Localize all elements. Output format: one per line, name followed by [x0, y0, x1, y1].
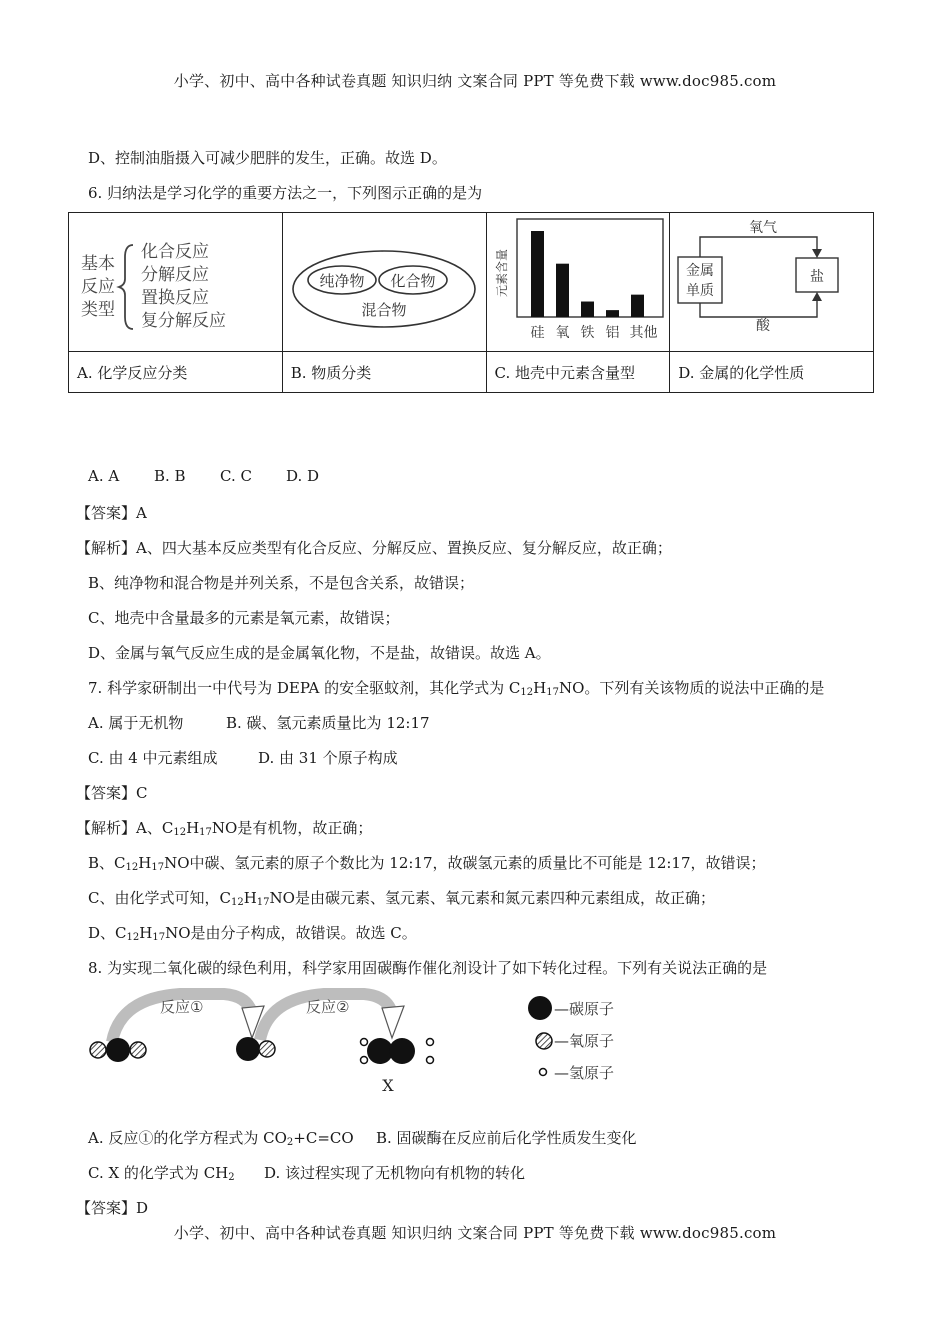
q8-options-ab	[88, 1127, 637, 1148]
panel-c-crust-elements	[486, 213, 670, 352]
q7-options-ab	[88, 712, 430, 733]
q6-figure-table	[68, 212, 874, 393]
q7-answer: 【答案】C	[76, 784, 148, 802]
legend-carbon: —碳原子	[554, 1000, 615, 1018]
tick-label-2: 氧	[555, 325, 569, 341]
panel-a-item-2: 分解反应	[141, 265, 209, 285]
q6-option-a: A. A	[88, 467, 120, 485]
panel-d-bottom: 酸	[756, 318, 771, 334]
q6-analysis-2: B、纯净物和混合物是并列关系，不是包含关系，故错误；	[88, 574, 475, 592]
x-label: X	[382, 1076, 394, 1095]
caption-c: C. 地壳中元素含量型	[486, 352, 670, 393]
panel-a-reaction-types	[69, 213, 283, 352]
legend-oxygen: —氧原子	[554, 1032, 615, 1050]
reaction-1-label: 反应①	[160, 998, 204, 1016]
q7-option-b: B. 碳、氢元素质量比为 12:17	[226, 714, 430, 732]
panel-a-item-1: 化合反应	[141, 242, 209, 262]
top-connector	[700, 237, 817, 257]
arrow-up-icon	[812, 292, 822, 301]
q6-analysis-1: 【解析】A、四大基本反应类型有化合反应、分解反应、置换反应、复分解反应，故正确；	[76, 539, 672, 557]
page-header: 小学、初中、高中各种试卷真题 知识归纳 文案合同 PPT 等免费下载 www.doc985.com	[173, 72, 777, 90]
panel-b-outer: 混合物	[361, 301, 407, 319]
q8-option-b: B. 固碳酶在反应前后化学性质发生变化	[376, 1129, 637, 1147]
q7-analysis-2: B、$C_{12}H_{17}NO$中碳、氢元素的原子个数比为 12:17，故碳氢元素的质量比不可能是 12:17，故错误；	[88, 854, 766, 873]
q8-answer: 【答案】D	[76, 1199, 149, 1217]
q8-options-cd	[88, 1162, 525, 1183]
q7-analysis-3: C、由化学式可知，$C_{12}H_{17}NO$是由碳元素、氢元素、氧元素和氮元素四种元素组成，故正确；	[88, 889, 715, 908]
carbon-atom-icon	[528, 996, 552, 1020]
panel-d-diagram	[670, 213, 872, 347]
q6-answer: 【答案】A	[76, 504, 147, 522]
panel-a-item-3: 置换反应	[141, 288, 209, 308]
brace-icon	[119, 245, 133, 329]
q7-options-cd	[88, 747, 398, 768]
bottom-connector	[700, 295, 817, 317]
arrow-down-icon	[812, 249, 822, 258]
panel-d-left-1: 金属	[686, 263, 715, 279]
q6-option-b: B. B	[154, 467, 186, 485]
legend-hydrogen: —氢原子	[554, 1064, 615, 1082]
q5-tail: D、控制油脂摄入可减少肥胖的发生，正确。故选 D。	[88, 149, 447, 167]
panel-d-right: 盐	[810, 269, 825, 285]
q7-analysis-1: 【解析】A、$C_{12}H_{17}NO$是有机物，故正确；	[76, 819, 373, 838]
oxygen-atom-icon	[536, 1033, 552, 1049]
q7-stem: 7. 科学家研制出一中代号为 DEPA 的安全驱蚊剂，其化学式为 $C_{12}H_{17}NO$。下列有关该物质的说法中正确的是	[88, 679, 825, 698]
q6-stem: 6. 归纳法是学习化学的重要方法之一，下列图示正确的是为	[88, 184, 483, 202]
q6-option-d: D. D	[286, 467, 320, 485]
x-molecule	[361, 1038, 434, 1064]
panel-a-diagram	[69, 213, 281, 347]
q8-option-a: A. 反应①的化学方程式为 $CO_2+C=CO$	[88, 1129, 354, 1148]
q8-reaction-diagram	[84, 988, 644, 1100]
q7-option-a: A. 属于无机物	[88, 714, 184, 732]
panel-a-word-2: 反应	[81, 277, 115, 297]
bar-5	[631, 295, 644, 317]
atom-legend	[528, 996, 614, 1082]
caption-b: B. 物质分类	[282, 352, 486, 393]
panel-b-diagram	[283, 213, 485, 347]
reaction-2-label: 反应②	[306, 998, 350, 1016]
bar-4	[606, 310, 619, 317]
panel-d-left-2: 单质	[686, 283, 715, 299]
bar-2	[556, 264, 569, 317]
q6-option-c: C. C	[220, 467, 252, 485]
panel-a-word-3: 类型	[81, 300, 115, 320]
q8-stem: 8. 为实现二氧化碳的绿色利用，科学家用固碳酶作催化剂设计了如下转化过程。下列有关说法正确的是	[88, 959, 768, 977]
panel-b-inner-right: 化合物	[390, 272, 436, 290]
q8-option-d: D. 该过程实现了无机物向有机物的转化	[264, 1164, 526, 1182]
q6-analysis-4: D、金属与氧气反应生成的是金属氧化物，不是盐，故错误。故选 A。	[88, 644, 551, 662]
bar-1	[531, 231, 544, 317]
co-molecule	[236, 1037, 275, 1061]
tick-label-4: 铝	[605, 325, 619, 341]
chart-ylabel: 元素含量	[494, 248, 509, 298]
q8-option-c: C. X 的化学式为 $CH_2$	[88, 1164, 235, 1183]
q6-analysis-3: C、地壳中含量最多的元素是氧元素，故错误；	[88, 609, 400, 627]
hydrogen-atom-icon	[540, 1069, 547, 1076]
panel-c-chart	[487, 213, 669, 347]
tick-label-5: 其他	[629, 325, 657, 341]
q6-options	[88, 467, 319, 485]
co2-molecule	[90, 1038, 146, 1062]
bar-3	[581, 302, 594, 317]
caption-a: A. 化学反应分类	[69, 352, 283, 393]
page-footer: 小学、初中、高中各种试卷真题 知识归纳 文案合同 PPT 等免费下载 www.doc985.com	[173, 1224, 777, 1242]
tick-label-3: 铁	[580, 325, 594, 341]
tick-label-1: 硅	[530, 325, 544, 341]
q7-option-d: D. 由 31 个原子构成	[258, 749, 398, 767]
panel-a-item-4: 复分解反应	[141, 311, 226, 331]
q7-option-c: C. 由 4 中元素组成	[88, 749, 218, 767]
caption-d: D. 金属的化学性质	[670, 352, 874, 393]
panel-d-metal-properties	[670, 213, 874, 352]
panel-b-substance-classification	[282, 213, 486, 352]
reaction-2-arrowhead-icon	[382, 1006, 404, 1038]
panel-a-word-1: 基本	[81, 254, 115, 274]
panel-b-inner-left: 纯净物	[319, 272, 365, 290]
q7-analysis-4: D、$C_{12}H_{17}NO$是由分子构成，故错误。故选 C。	[88, 924, 417, 943]
panel-d-top: 氧气	[749, 220, 778, 236]
